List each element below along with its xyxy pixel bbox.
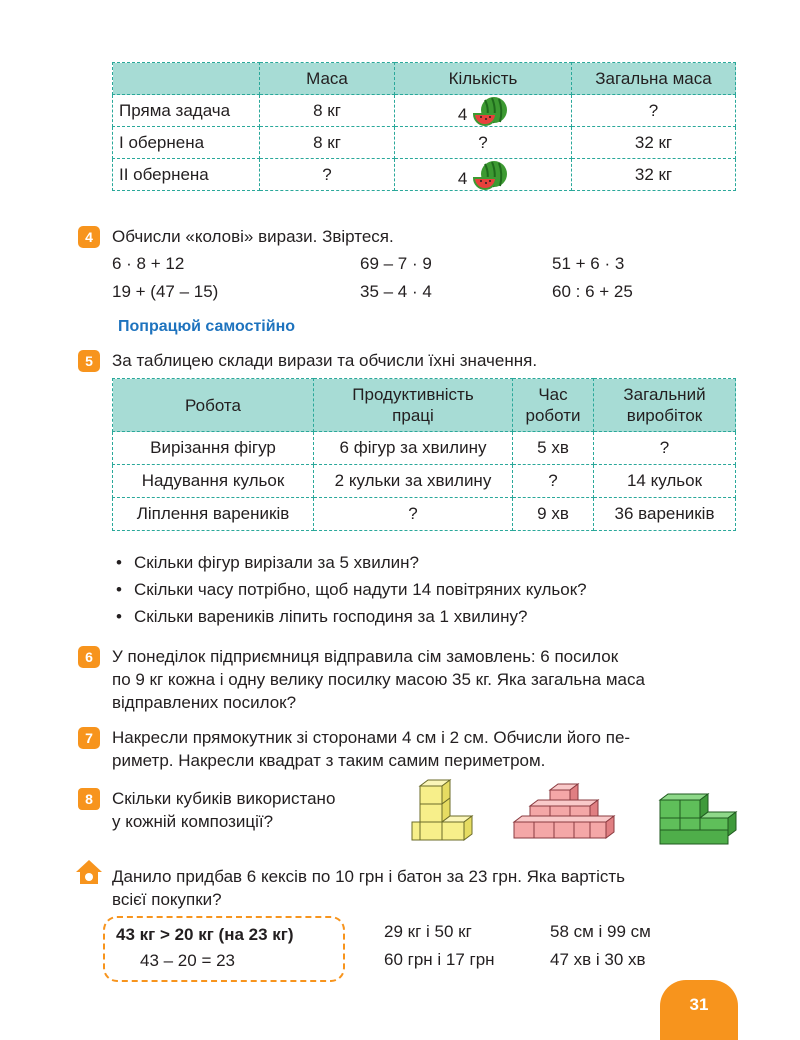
- section-title: Попрацюй самостійно: [118, 318, 296, 335]
- total-cell: 32 кг: [572, 159, 736, 191]
- expression: 69 – 7 · 9: [360, 254, 432, 273]
- table-cell: Надування кульок: [113, 465, 314, 498]
- watermelon-icon: [472, 96, 508, 126]
- expression: 19 + (47 – 15): [112, 282, 219, 301]
- row-label: Пряма задача: [113, 95, 260, 127]
- table-cell: ?: [314, 498, 513, 531]
- value-pair: 60 грн і 17 грн: [384, 950, 495, 969]
- text-line: Данило придбав 6 кексів по 10 грн і батон за 23 грн. Яка вартість: [112, 867, 626, 886]
- expression: 60 : 6 + 25: [552, 282, 633, 301]
- mass-cell: 8 кг: [260, 127, 395, 159]
- table-row: [113, 95, 736, 127]
- work-table: [112, 378, 736, 531]
- header-line: виробіток: [626, 406, 703, 425]
- table-cell: 6 фігур за хвилину: [314, 432, 513, 465]
- question-text: Скільки часу потрібно, щоб надути 14 повітряних кульок?: [134, 580, 587, 599]
- mass-cell: 8 кг: [260, 95, 395, 127]
- list-item: • Скільки часу потрібно, щоб надути 14 повітряних кульок?: [116, 580, 587, 599]
- table-header-cell: Кількість: [395, 63, 572, 95]
- task7-text: [112, 726, 630, 772]
- value-pair: 29 кг і 50 кг: [384, 922, 472, 941]
- total-cell: 32 кг: [572, 127, 736, 159]
- table-header-cell: [594, 379, 736, 432]
- task-number-badge: 7: [78, 727, 100, 749]
- list-item: • Скільки вареників ліпить господиня за 1 хвилину?: [116, 607, 528, 626]
- yellow-cubes-figure: [408, 778, 478, 848]
- text-line: у кожній композиції?: [112, 812, 274, 831]
- count-value: 4: [457, 104, 468, 124]
- green-cubes-figure: [656, 790, 740, 848]
- table-row: [113, 127, 736, 159]
- expression: 6 · 8 + 12: [112, 254, 185, 273]
- task4-text: Обчисли «колові» вирази. Звіртеся.: [112, 227, 394, 246]
- list-item: • Скільки фігур вирізали за 5 хвилин?: [116, 553, 419, 572]
- home-text: [112, 865, 625, 911]
- table-cell: 36 вареників: [594, 498, 736, 531]
- question-text: Скільки вареників ліпить господиня за 1 хвилину?: [134, 607, 528, 626]
- mass-cell: ?: [260, 159, 395, 191]
- table-header-cell: [113, 379, 314, 432]
- table-cell: ?: [513, 465, 594, 498]
- task5-text: За таблицею склади вирази та обчисли їхні значення.: [112, 351, 538, 370]
- header-line: Продуктивність: [352, 385, 474, 404]
- table-header-cell: [113, 63, 260, 95]
- text-line: відправлених посилок?: [112, 693, 297, 712]
- table-cell: 14 кульок: [594, 465, 736, 498]
- count-cell: [395, 95, 572, 127]
- page-number: 31: [660, 980, 738, 1040]
- pink-cubes-figure: [510, 782, 620, 848]
- text-line: У понеділок підприємниця відправила сім замовлень: 6 посилок: [112, 647, 619, 666]
- task6-text: [112, 645, 645, 714]
- table-row: [113, 159, 736, 191]
- table-row: [113, 465, 736, 498]
- count-cell: ?: [395, 127, 572, 159]
- example-comparison: 43 кг > 20 кг (на 23 кг): [116, 925, 294, 944]
- table-header-row: [113, 63, 736, 95]
- header-line: роботи: [525, 406, 581, 425]
- table-header-cell: Маса: [260, 63, 395, 95]
- task-number-badge: 6: [78, 646, 100, 668]
- value-pair: 58 см і 99 см: [550, 922, 651, 941]
- text-line: Скільки кубиків використано: [112, 789, 336, 808]
- table-cell: Ліплення вареників: [113, 498, 314, 531]
- task-number-badge: 4: [78, 226, 100, 248]
- count-value: 4: [457, 168, 468, 188]
- row-label: І обернена: [113, 127, 260, 159]
- expression: 35 – 4 · 4: [360, 282, 432, 301]
- task-number-badge: 8: [78, 788, 100, 810]
- header-line: праці: [392, 406, 434, 425]
- text-line: по 9 кг кожна і одну велику посилку масою 35 кг. Яка загальна маса: [112, 670, 645, 689]
- table-row: [113, 498, 736, 531]
- watermelon-icon: [472, 160, 508, 190]
- task-number-badge: 5: [78, 350, 100, 372]
- header-line: Робота: [185, 395, 241, 415]
- example-calculation: 43 – 20 = 23: [140, 951, 236, 970]
- home-icon: [74, 858, 104, 886]
- question-text: Скільки фігур вирізали за 5 хвилин?: [134, 553, 419, 572]
- table-header-cell: [314, 379, 513, 432]
- table-cell: 9 хв: [513, 498, 594, 531]
- table-row: [113, 432, 736, 465]
- expression: 51 + 6 · 3: [552, 254, 625, 273]
- table-header-cell: [513, 379, 594, 432]
- header-line: Час: [538, 385, 568, 404]
- row-label: ІІ обернена: [113, 159, 260, 191]
- count-cell: [395, 159, 572, 191]
- text-line: риметр. Накресли квадрат з таким самим периметром.: [112, 751, 546, 770]
- table-cell: 5 хв: [513, 432, 594, 465]
- table-header-cell: Загальна маса: [572, 63, 736, 95]
- value-pair: 47 хв і 30 хв: [550, 950, 646, 969]
- task8-text: [112, 787, 335, 833]
- table-cell: 2 кульки за хвилину: [314, 465, 513, 498]
- text-line: Накресли прямокутник зі сторонами 4 см і 2 см. Обчисли його пе-: [112, 728, 631, 747]
- table-cell: ?: [594, 432, 736, 465]
- mass-table: [112, 62, 736, 191]
- text-line: всієї покупки?: [112, 890, 222, 909]
- header-line: Загальний: [623, 385, 706, 404]
- table-cell: Вирізання фігур: [113, 432, 314, 465]
- total-cell: ?: [572, 95, 736, 127]
- table-header-row: [113, 379, 736, 432]
